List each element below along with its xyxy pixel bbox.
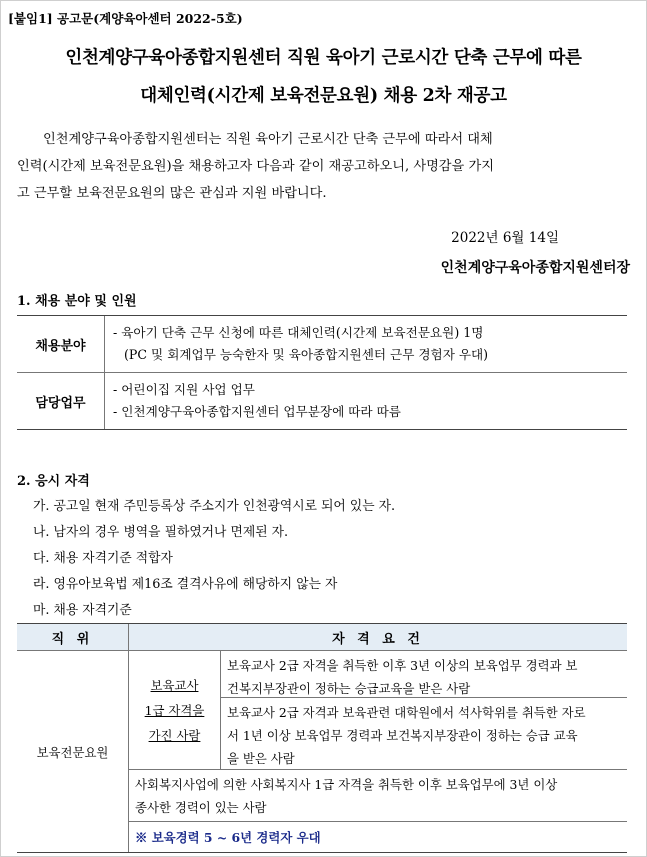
- qualification-item: 가. 공고일 현재 주민등록상 주소지가 인천광역시로 되어 있는 자.: [33, 499, 396, 514]
- title-line-1: 인천계양구육아종합지원센터 직원 육아기 근로시간 단축 근무에 따른: [65, 48, 582, 68]
- row-head: 채용분야: [17, 316, 105, 372]
- intro-line-1: 인천계양구육아종합지원센터는 직원 육아기 근로시간 단축 근무에 따라서 대체: [43, 132, 493, 147]
- requirement-line: 종사한 경력이 있는 사람: [135, 800, 267, 815]
- requirement-line: 사회복지사업에 의한 사회복지사 1급 자격을 취득한 이후 보육업무에 3년 이상: [135, 777, 558, 792]
- requirement-3: [129, 770, 627, 822]
- qualification-item: 나. 남자의 경우 병역을 필하였거나 면제된 자.: [33, 525, 289, 540]
- section-2-heading: 2. 응시 자격: [17, 474, 90, 489]
- title-line-2: 대체인력(시간제 보육전문요원) 채용 2차 재공고: [140, 86, 507, 106]
- sub-label-line: 보육교사: [150, 677, 199, 693]
- attachment-label: [붙임1] 공고문(계양육아센터 2022-5호): [8, 11, 243, 26]
- requirement-1: [221, 651, 627, 698]
- requirement-2: [221, 698, 627, 770]
- intro-line-2: 인력(시간제 보육전문요원)을 채용하고자 다음과 같이 재공고하오니, 사명감을 가지: [17, 159, 494, 174]
- requirement-line: 보육교사 2급 자격을 취득한 이후 3년 이상의 보육업무 경력과 보: [227, 658, 578, 673]
- row-line: - 육아기 단축 근무 신청에 따른 대체인력(시간제 보육전문요원) 1명: [113, 325, 484, 340]
- row-line: - 어린이집 지원 사업 업무: [113, 382, 255, 397]
- row-line: (PC 및 회계업무 능숙한자 및 육아종합지원센터 근무 경험자 우대): [124, 347, 489, 362]
- sub-label-line: 가진 사람: [148, 727, 201, 743]
- teacher-level-1-cell: [129, 651, 221, 770]
- table-row: [17, 316, 627, 373]
- qualification-item: 라. 영유아보육법 제16조 결격사유에 해당하지 않는 자: [33, 577, 338, 592]
- header-requirements: 자 격 요 건: [129, 624, 627, 651]
- qualification-item: 다. 채용 자격기준 적합자: [33, 551, 173, 566]
- requirement-line: 을 받은 사람: [227, 751, 295, 766]
- section-1-heading: 1. 채용 분야 및 인원: [17, 294, 137, 309]
- requirement-line: 건복지부장관이 정하는 승급교육을 받은 사람: [227, 681, 471, 696]
- qualification-table: [17, 623, 627, 853]
- requirement-line: 서 1년 이상 보육업무 경력과 보건복지부장관이 정하는 승급 교육: [227, 728, 578, 743]
- row-line: - 인천계양구육아종합지원센터 업무분장에 따라 따름: [113, 404, 401, 419]
- requirement-line: 보육교사 2급 자격과 보육관련 대학원에서 석사학위를 취득한 자로: [227, 705, 586, 720]
- table-row: [17, 373, 627, 429]
- intro-line-3: 고 근무할 보육전문요원의 많은 관심과 지원 바랍니다.: [17, 186, 327, 201]
- recruitment-table: [17, 315, 627, 430]
- position-cell: 보육전문요원: [17, 651, 129, 852]
- experience-preference-note: ※ 보육경력 5 ~ 6년 경력자 우대: [135, 829, 321, 845]
- sub-label-line: 1급 자격을: [144, 702, 205, 718]
- issuer-name: 인천계양구육아종합지원센터장: [440, 260, 630, 276]
- notice-date: 2022년 6월 14일: [451, 230, 559, 246]
- header-position: 직 위: [17, 624, 129, 651]
- qualification-item: 마. 채용 자격기준: [33, 603, 132, 618]
- row-head: 담당업무: [17, 373, 105, 429]
